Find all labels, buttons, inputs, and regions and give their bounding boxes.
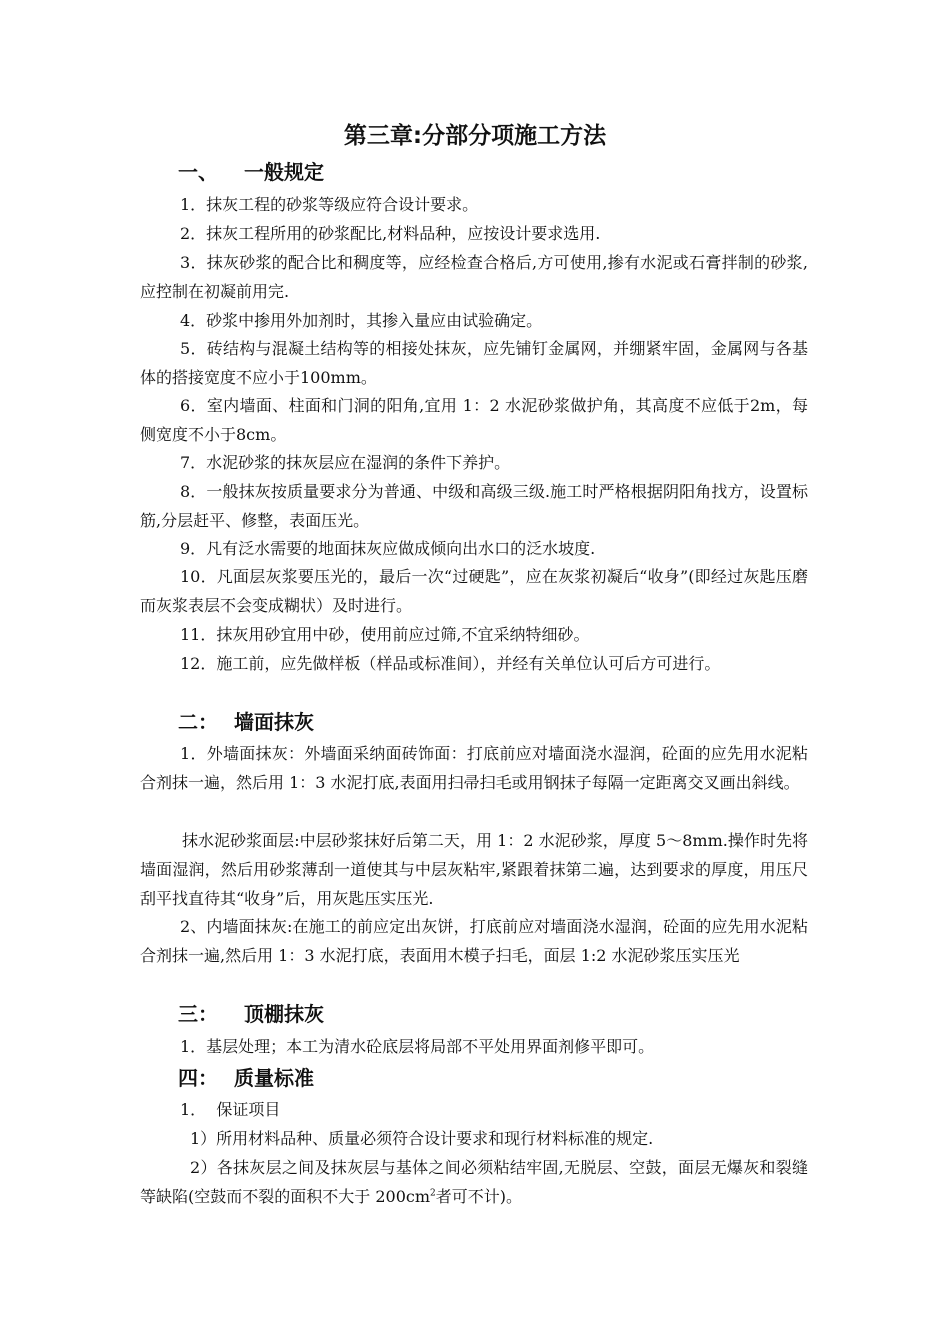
paragraph: 1．外墙面抹灰：外墙面采纳面砖饰面：打底前应对墙面浇水湿润，砼面的应先用水泥粘合剂抹一遍，然后用 1：3 水泥打底,表面用扫帚扫毛或用钢抹子每隔一定距离交叉画出斜线。 bbox=[140, 744, 808, 792]
section-label: 墙面抹灰 bbox=[234, 710, 314, 734]
section-number: 二： bbox=[178, 710, 218, 734]
paragraph: 3．抹灰砂浆的配合比和稠度等，应经检查合格后,方可使用,掺有水泥或石膏拌制的砂浆,应控制在初凝前用完. bbox=[140, 253, 808, 301]
paragraph bbox=[140, 1153, 808, 1211]
section-label: 一般规定 bbox=[244, 160, 324, 184]
paragraph: 抹水泥砂浆面层:中层砂浆抹好后第二天，用 1：2 水泥砂浆，厚度 5～8mm.操作时先将墙面湿润，然后用砂浆薄刮一道使其与中层灰粘牢,紧跟着抹第二遍，达到要求的厚度，用压尺刮平找直待其“收身”后，用灰匙压实压光. bbox=[140, 831, 808, 908]
paragraph: 5．砖结构与混凝土结构等的相接处抹灰，应先铺钉金属网，并绷紧牢固，金属网与各基体的搭接宽度不应小于100mm。 bbox=[140, 339, 808, 387]
paragraph: 1．抹灰工程的砂浆等级应符合设计要求。 bbox=[180, 195, 479, 214]
paragraph: 2．抹灰工程所用的砂浆配比,材料品种，应按设计要求选用. bbox=[180, 224, 601, 243]
paragraph: 1．基层处理；本工为清水砼底层将局部不平处用界面剂修平即可。 bbox=[180, 1037, 655, 1056]
section-heading-2 bbox=[178, 707, 314, 737]
paragraph: 10．凡面层灰浆要压光的，最后一次“过硬匙”，应在灰浆初凝后“收身”(即经过灰匙压磨而灰浆表层不会变成糊状）及时进行。 bbox=[140, 567, 808, 615]
paragraph-text: 者可不计)。 bbox=[435, 1187, 522, 1206]
paragraph: 1． 保证项目 bbox=[180, 1100, 281, 1119]
paragraph: 2、内墙面抹灰:在施工的前应定出灰饼，打底前应对墙面浇水湿润，砼面的应先用水泥粘合剂抹一遍,然后用 1：3 水泥打底，表面用木模子扫毛，面层 1:2 水泥砂浆压实压光 bbox=[140, 917, 808, 965]
paragraph-text: 2）各抹灰层之间及抹灰层与基体之间必须粘结牢固,无脱层、空鼓，面层无爆灰和裂缝等缺陷(空鼓而不裂的面积不大于 200cm bbox=[140, 1158, 808, 1206]
paragraph: 7．水泥砂浆的抹灰层应在湿润的条件下养护。 bbox=[180, 453, 511, 472]
section-heading-4 bbox=[178, 1063, 314, 1093]
paragraph: 4．砂浆中掺用外加剂时，其掺入量应由试验确定。 bbox=[180, 311, 543, 330]
section-label: 顶棚抹灰 bbox=[244, 1002, 324, 1026]
section-number: 四： bbox=[178, 1066, 218, 1090]
chapter-title: 第三章:分部分项施工方法 bbox=[343, 123, 607, 149]
paragraph: 11．抹灰用砂宜用中砂，使用前应过筛,不宜采纳特细砂。 bbox=[180, 625, 590, 644]
section-number: 三： bbox=[178, 1002, 218, 1026]
superscript: 2 bbox=[430, 1188, 436, 1199]
paragraph: 6．室内墙面、柱面和门洞的阳角,宜用 1：2 水泥砂浆做护角，其高度不应低于2m，每侧宽度不小于8cm。 bbox=[140, 396, 808, 444]
section-label: 质量标准 bbox=[234, 1066, 314, 1090]
section-heading-1 bbox=[178, 157, 324, 187]
paragraph: 12．施工前，应先做样板（样品或标准间），并经有关单位认可后方可进行。 bbox=[180, 654, 721, 673]
paragraph: 8．一般抹灰按质量要求分为普通、中级和高级三级.施工时严格根据阴阳角找方，设置标筋,分层赶平、修整，表面压光。 bbox=[140, 482, 808, 530]
paragraph: 9．凡有泛水需要的地面抹灰应做成倾向出水口的泛水坡度. bbox=[180, 539, 596, 558]
paragraph: 1）所用材料品种、质量必须符合设计要求和现行材料标准的规定. bbox=[190, 1129, 654, 1148]
section-number: 一、 bbox=[178, 160, 218, 184]
section-heading-3 bbox=[178, 999, 324, 1029]
